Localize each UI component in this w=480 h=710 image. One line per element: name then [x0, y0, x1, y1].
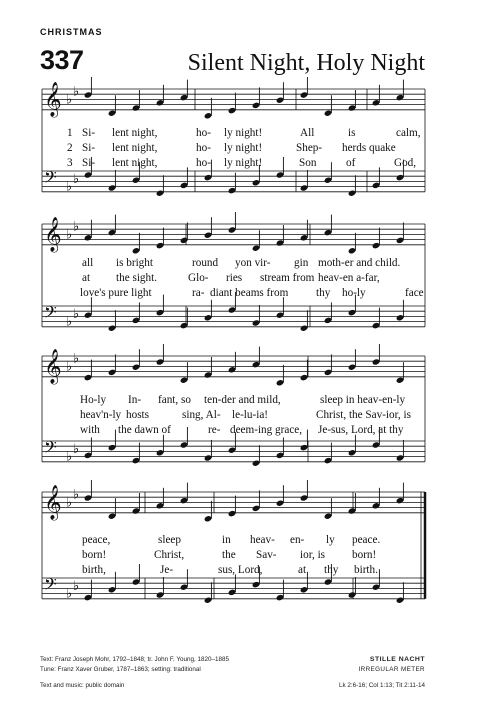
- treble-clef-icon: 𝄞: [44, 349, 62, 384]
- bass-clef-icon: 𝄢: [44, 302, 57, 326]
- flat-icon: ♭: [73, 441, 80, 457]
- bass-clef-icon: 𝄢: [44, 437, 57, 461]
- treble-clef-icon: 𝄞: [44, 485, 62, 520]
- flat-icon: ♭: [66, 495, 73, 511]
- flat-icon: ♭: [66, 92, 73, 108]
- meter: IRREGULAR METER: [358, 666, 425, 673]
- hymn-title: Silent Night, Holy Night: [187, 50, 425, 76]
- flat-icon: ♭: [66, 359, 73, 375]
- flat-icon: ♭: [73, 351, 80, 367]
- tune-credit: Tune: Franz Xaver Gruber, 1787–1863; setting: traditional: [40, 666, 201, 673]
- flat-icon: ♭: [66, 586, 73, 602]
- flat-icon: ♭: [66, 179, 73, 195]
- tune-name: STILLE NACHT: [369, 656, 425, 663]
- flat-icon: ♭: [73, 578, 80, 594]
- copyright-note: Text and music: public domain: [40, 682, 125, 689]
- flat-icon: ♭: [66, 449, 73, 465]
- bass-clef-icon: 𝄢: [44, 167, 57, 191]
- bass-clef-icon: 𝄢: [44, 574, 57, 598]
- flat-icon: ♭: [73, 171, 80, 187]
- scripture-reference: Lk 2:6-16; Col 1:13; Tit 2:11-14: [339, 682, 425, 689]
- flat-icon: ♭: [73, 219, 80, 235]
- flat-icon: ♭: [73, 306, 80, 322]
- flat-icon: ♭: [73, 84, 80, 100]
- treble-clef-icon: 𝄞: [44, 82, 62, 117]
- flat-icon: ♭: [66, 227, 73, 243]
- text-credit: Text: Franz Joseph Mohr, 1792–1848; tr. John F. Young, 1820–1885: [40, 656, 230, 663]
- flat-icon: ♭: [73, 487, 80, 503]
- flat-icon: ♭: [66, 314, 73, 330]
- treble-clef-icon: 𝄞: [44, 217, 62, 252]
- section-label: CHRISTMAS: [40, 27, 103, 37]
- hymn-number: 337: [40, 45, 84, 75]
